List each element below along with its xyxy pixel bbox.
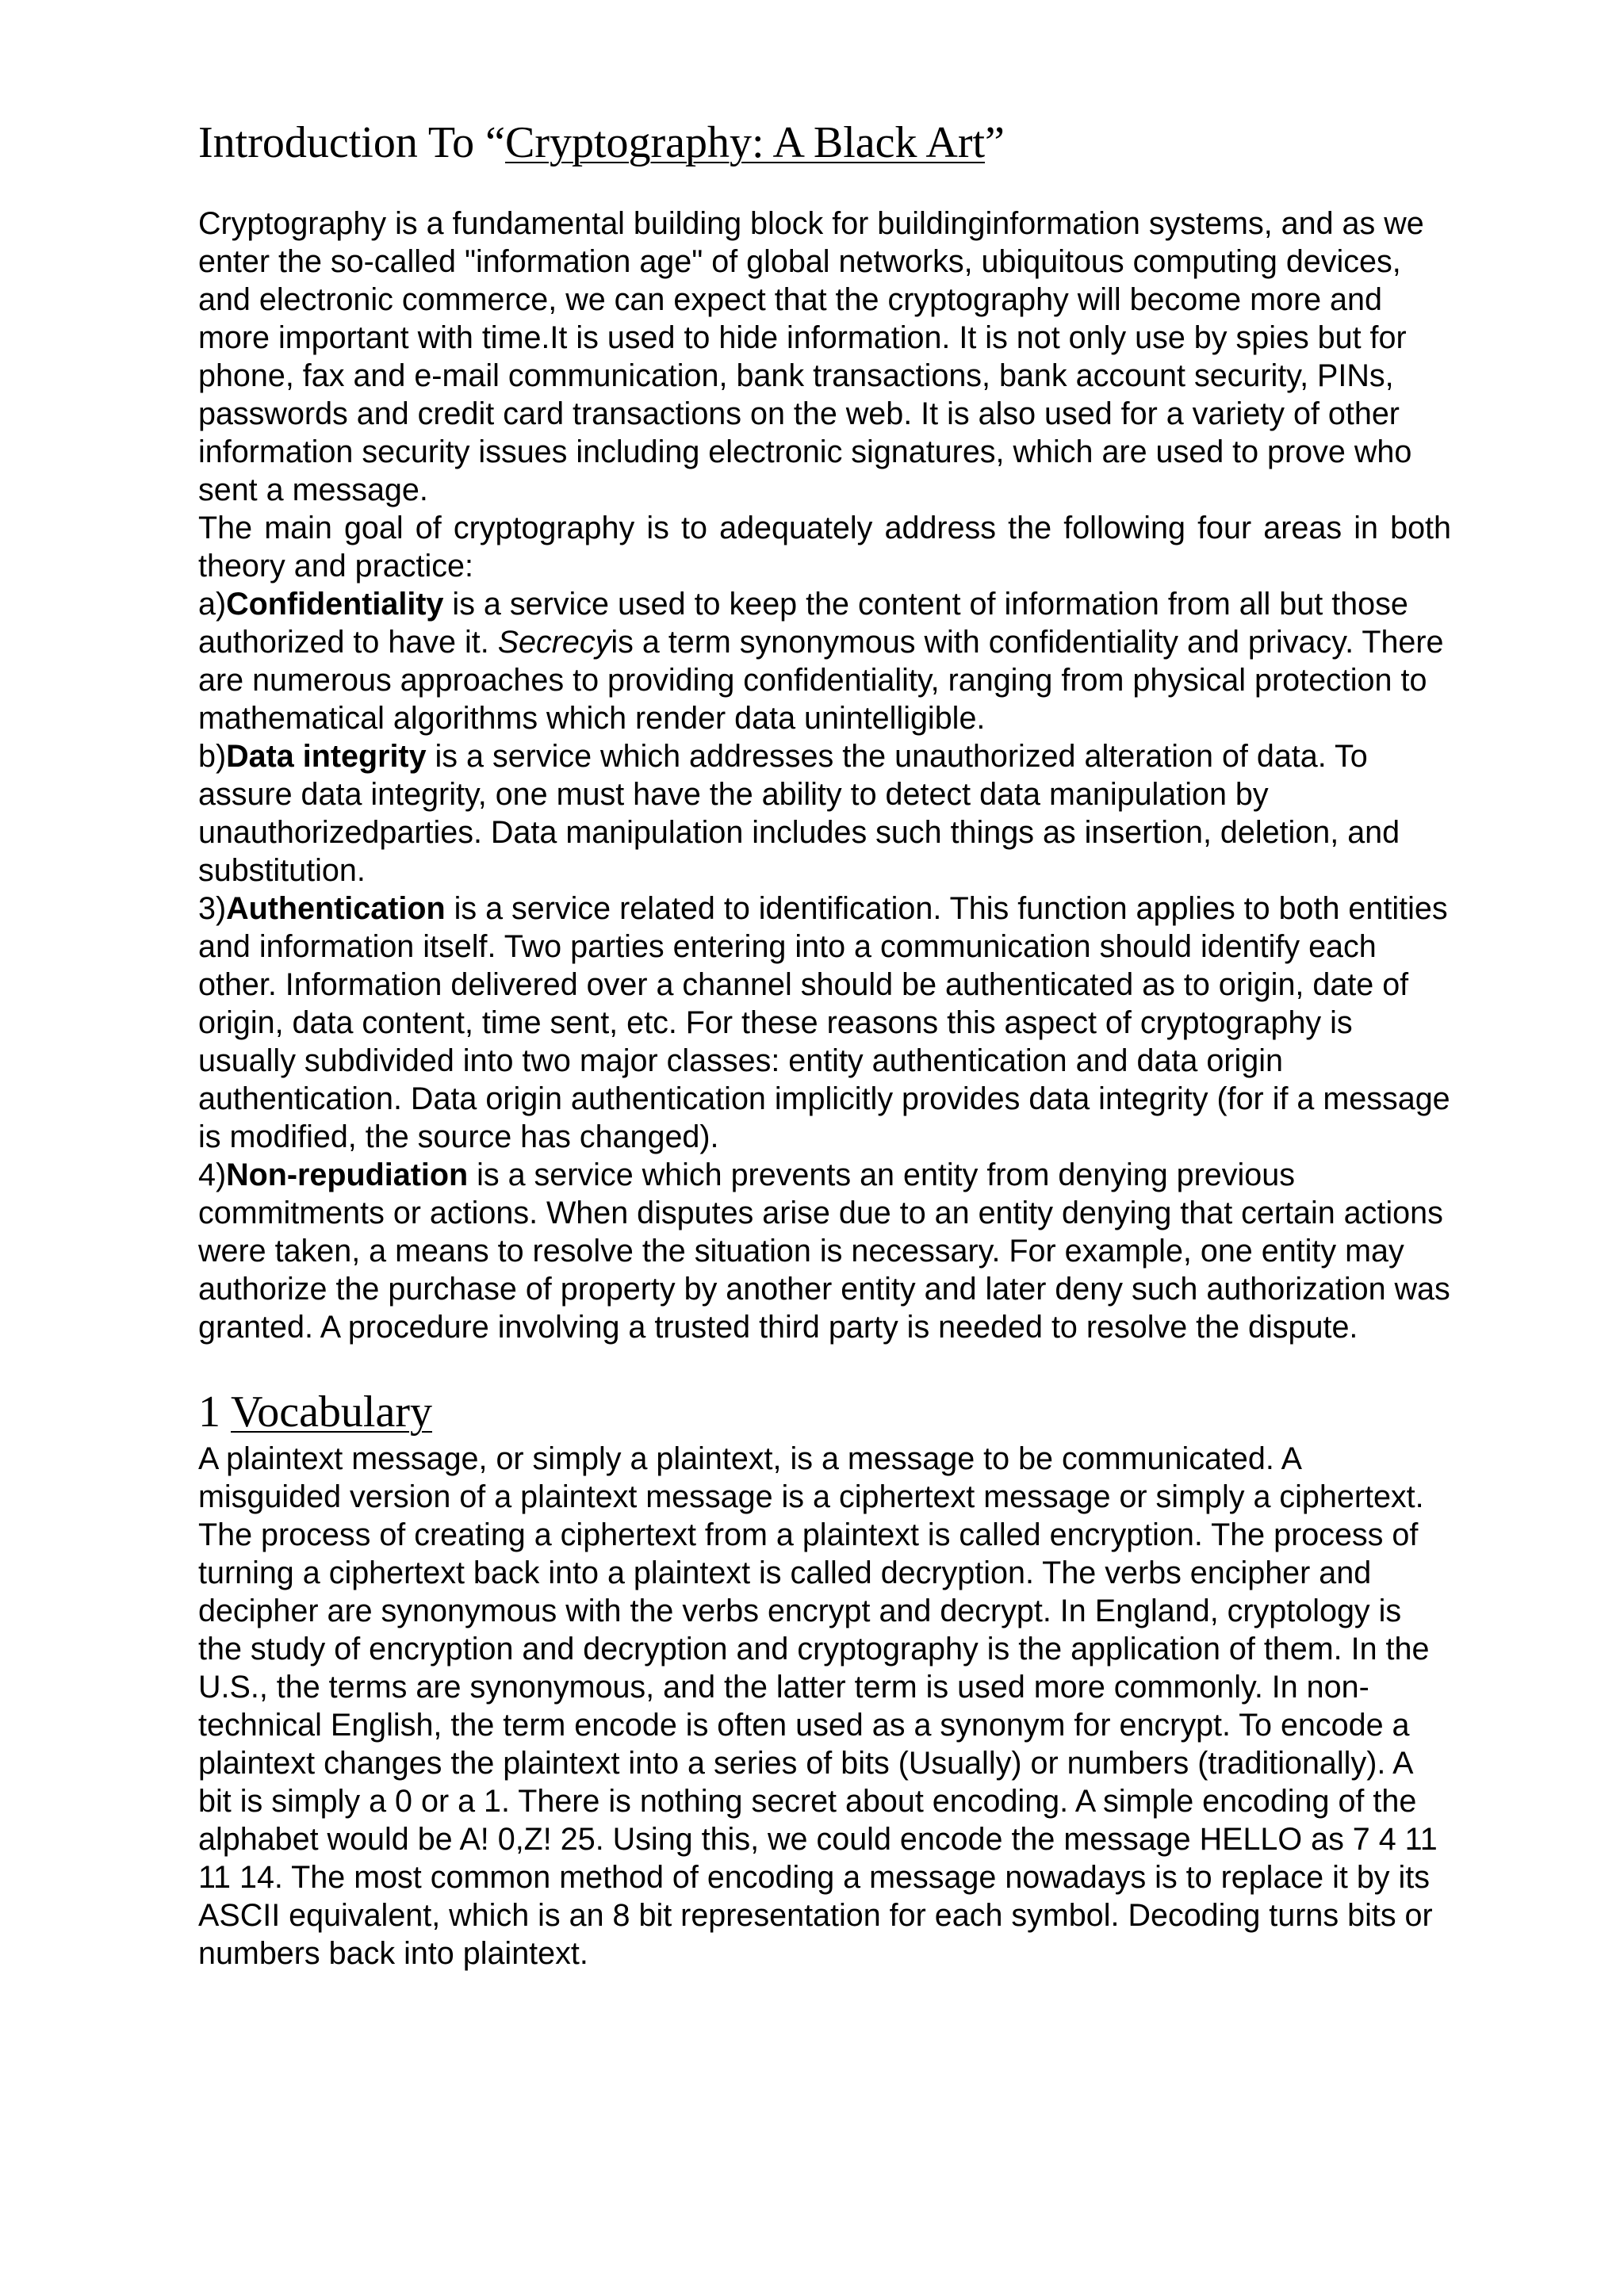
title-link[interactable]: Cryptography: A Black Art xyxy=(504,118,986,167)
area-marker: b) xyxy=(198,739,227,774)
section-number: 1 xyxy=(198,1387,231,1437)
goal-paragraph: The main goal of cryptography is to adequately address the following four areas in both theory and practice: xyxy=(198,511,1451,584)
section-heading-vocabulary xyxy=(198,1384,1451,1440)
area-term: Authentication xyxy=(226,891,446,926)
area-marker: 3) xyxy=(198,891,227,926)
area-text: is a service which addresses the unauthorized alteration of data. To assure data integrity, one must have the ability to detect data manipulation by unauthorizedparties. Data manipulation includes such things as insertion, deletion, and substitution. xyxy=(198,739,1400,888)
area-confidentiality xyxy=(198,585,1451,737)
title-suffix: ” xyxy=(985,118,1005,167)
area-emphasis: Secrecy xyxy=(497,625,611,660)
area-text: is a service which prevents an entity from denying previous commitments or actions. When disputes arise due to an entity denying that certain actions were taken, a means to resolve the situation is necessary. For example, one entity may authorize the purchase of property by another entity and later deny such authorization was granted. A procedure involving a trusted third party is needed to resolve the dispute. xyxy=(198,1158,1450,1345)
area-marker: a) xyxy=(198,587,227,622)
document-page xyxy=(198,111,1451,1973)
vocabulary-paragraph: A plaintext message, or simply a plaintext, is a message to be communicated. A misguided version of a plaintext message is a ciphertext message or simply a ciphertext. The process of creating a ciphertext from a plaintext is called encryption. The process of turning a ciphertext back into a plaintext is called decryption. The verbs encipher and decipher are synonymous with the verbs encrypt and decrypt. In England, cryptology is the study of encryption and decryption and cryptography is the application of them. In the U.S., the terms are synonymous, and the latter term is used more commonly. In non-technical English, the term encode is often used as a synonym for encrypt. To encode a plaintext changes the plaintext into a series of bits (Usually) or numbers (traditionally). A bit is simply a 0 or a 1. There is nothing secret about encoding. A simple encoding of the alphabet would be A! 0,Z! 25. Using this, we could encode the message HELLO as 7 4 11 11 14. The most common method of encoding a message nowadays is to replace it by its ASCII equivalent, which is an 8 bit representation for each symbol. Decoding turns bits or numbers back into plaintext. xyxy=(198,1441,1438,1971)
section-heading-link[interactable]: Vocabulary xyxy=(231,1387,432,1437)
area-term: Confidentiality xyxy=(226,587,444,622)
area-authentication xyxy=(198,890,1451,1156)
area-data-integrity xyxy=(198,737,1451,890)
area-text: is a service used to keep the content of information from all but those authorized to have it. xyxy=(198,587,1408,660)
area-text: is a term synonymous with confidentiality and privacy. There are numerous approaches to providing confidentiality, ranging from physical protection to mathematical algorithms which render data unintelligible. xyxy=(198,625,1444,736)
area-marker: 4) xyxy=(198,1158,227,1192)
area-non-repudiation xyxy=(198,1156,1451,1346)
area-term: Data integrity xyxy=(226,739,427,774)
area-text: is a service related to identification. This function applies to both entities and information itself. Two parties entering into a communication should identify each other. Information delivered over a channel should be authenticated as to origin, date of origin, data content, time sent, etc. For these reasons this aspect of cryptography is usually subdivided into two major classes: entity authentication and data origin authentication. Data origin authentication implicitly provides data integrity (for if a message is modified, the source has changed). xyxy=(198,891,1450,1154)
area-term: Non-repudiation xyxy=(226,1158,469,1192)
intro-paragraph: Cryptography is a fundamental building block for buildinginformation systems, and as we enter the so-called "information age" of global networks, ubiquitous computing devices, and electronic commerce, we can expect that the cryptography will become more and more important with time.It is used to hide information. It is not only use by spies but for phone, fax and e-mail communication, bank transactions, bank account security, PINs, passwords and credit card transactions on the web. It is also used for a variety of other information security issues including electronic signatures, which are used to prove who sent a message. xyxy=(198,206,1424,507)
document-title xyxy=(198,111,1451,174)
title-prefix: Introduction To “ xyxy=(198,118,505,167)
